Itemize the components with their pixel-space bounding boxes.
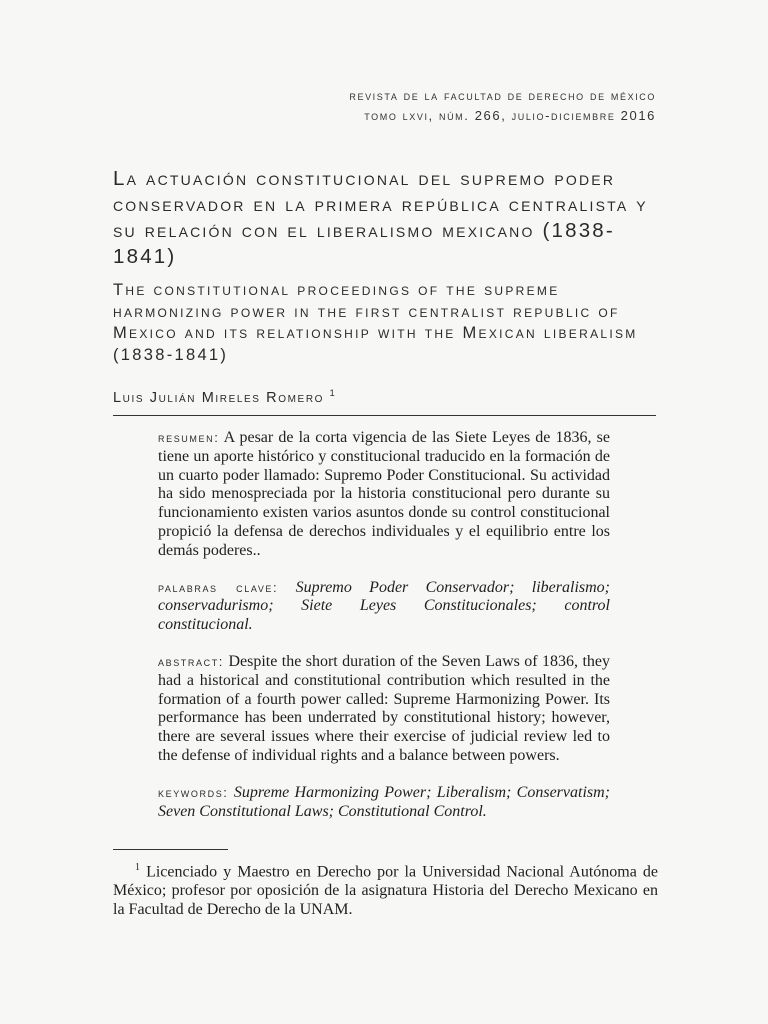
resumen-label: resumen: xyxy=(158,430,220,445)
abstract-text: Despite the short duration of the Seven Laws of 1836, they had a historical and constitutional contribution which resulted in the formation of a fourth power called: Supreme Harmonizing Power. Its performance has been underrated by constitutional history; however, there are several issues where their exercise of judicial review led to the defense of individual rights and a balance between powers. xyxy=(158,652,611,764)
keywords-paragraph xyxy=(158,784,610,822)
footnote xyxy=(113,858,658,919)
abstract-paragraph xyxy=(158,653,610,766)
resumen-text: A pesar de la corta vigencia de las Siete Leyes de 1836, se tiene un aporte histórico y constitucional traducido en la formación de un cuarto poder llamado: Supremo Poder Constitucional. Su actividad ha sido menospreciada por la historia constitucional pero durante su funcionamiento existen varios asuntos donde su control constitucional propició la defensa de derechos individuales y el equilibrio entre los demás poderes.. xyxy=(158,429,610,559)
palabras-clave-label: palabras clave: xyxy=(158,579,279,595)
author-name: Luis Julián Mireles Romero xyxy=(113,389,325,406)
journal-name: revista de la facultad de derecho de méxico xyxy=(349,88,656,103)
author-line xyxy=(113,388,658,406)
resumen-paragraph xyxy=(158,429,610,561)
article-title-english: The constitutional proceedings of the supreme harmonizing power in the first centralist republic of Mexico and its relationship with the Mexican liberalism (1838-1841) xyxy=(113,281,638,364)
palabras-clave-paragraph xyxy=(158,579,610,635)
author-divider xyxy=(113,415,656,416)
running-head xyxy=(156,86,656,126)
keywords-label: keywords: xyxy=(158,784,229,800)
footnote-marker: 1 xyxy=(135,862,140,873)
keywords-text: Supreme Harmonizing Power; Liberalism; Conservatism; Seven Constitutional Laws; Constitutional Control. xyxy=(158,783,611,820)
footnote-text: Licenciado y Maestro en Derecho por la Universidad Nacional Autónoma de México; profesor por oposición de la asignatura Historia del Derecho Mexicano en la Facultad de Derecho de la UNAM. xyxy=(113,863,658,919)
palabras-clave-text: Supremo Poder Conservador; liberalismo; conservadurismo; Siete Leyes Constitucionales; control constitucional. xyxy=(158,578,610,634)
issue-info: tomo lxvi, núm. 266, julio-diciembre 2016 xyxy=(364,108,656,123)
footnote-divider xyxy=(113,849,228,850)
abstract-section xyxy=(158,429,610,839)
abstract-label: abstract: xyxy=(158,653,225,669)
author-footnote-ref[interactable]: 1 xyxy=(329,388,335,398)
article-title-spanish: La actuación constitucional del supremo poder conservador en la primera república centralista y su relación con el liberalismo mexicano (1838-1841) xyxy=(113,167,648,268)
